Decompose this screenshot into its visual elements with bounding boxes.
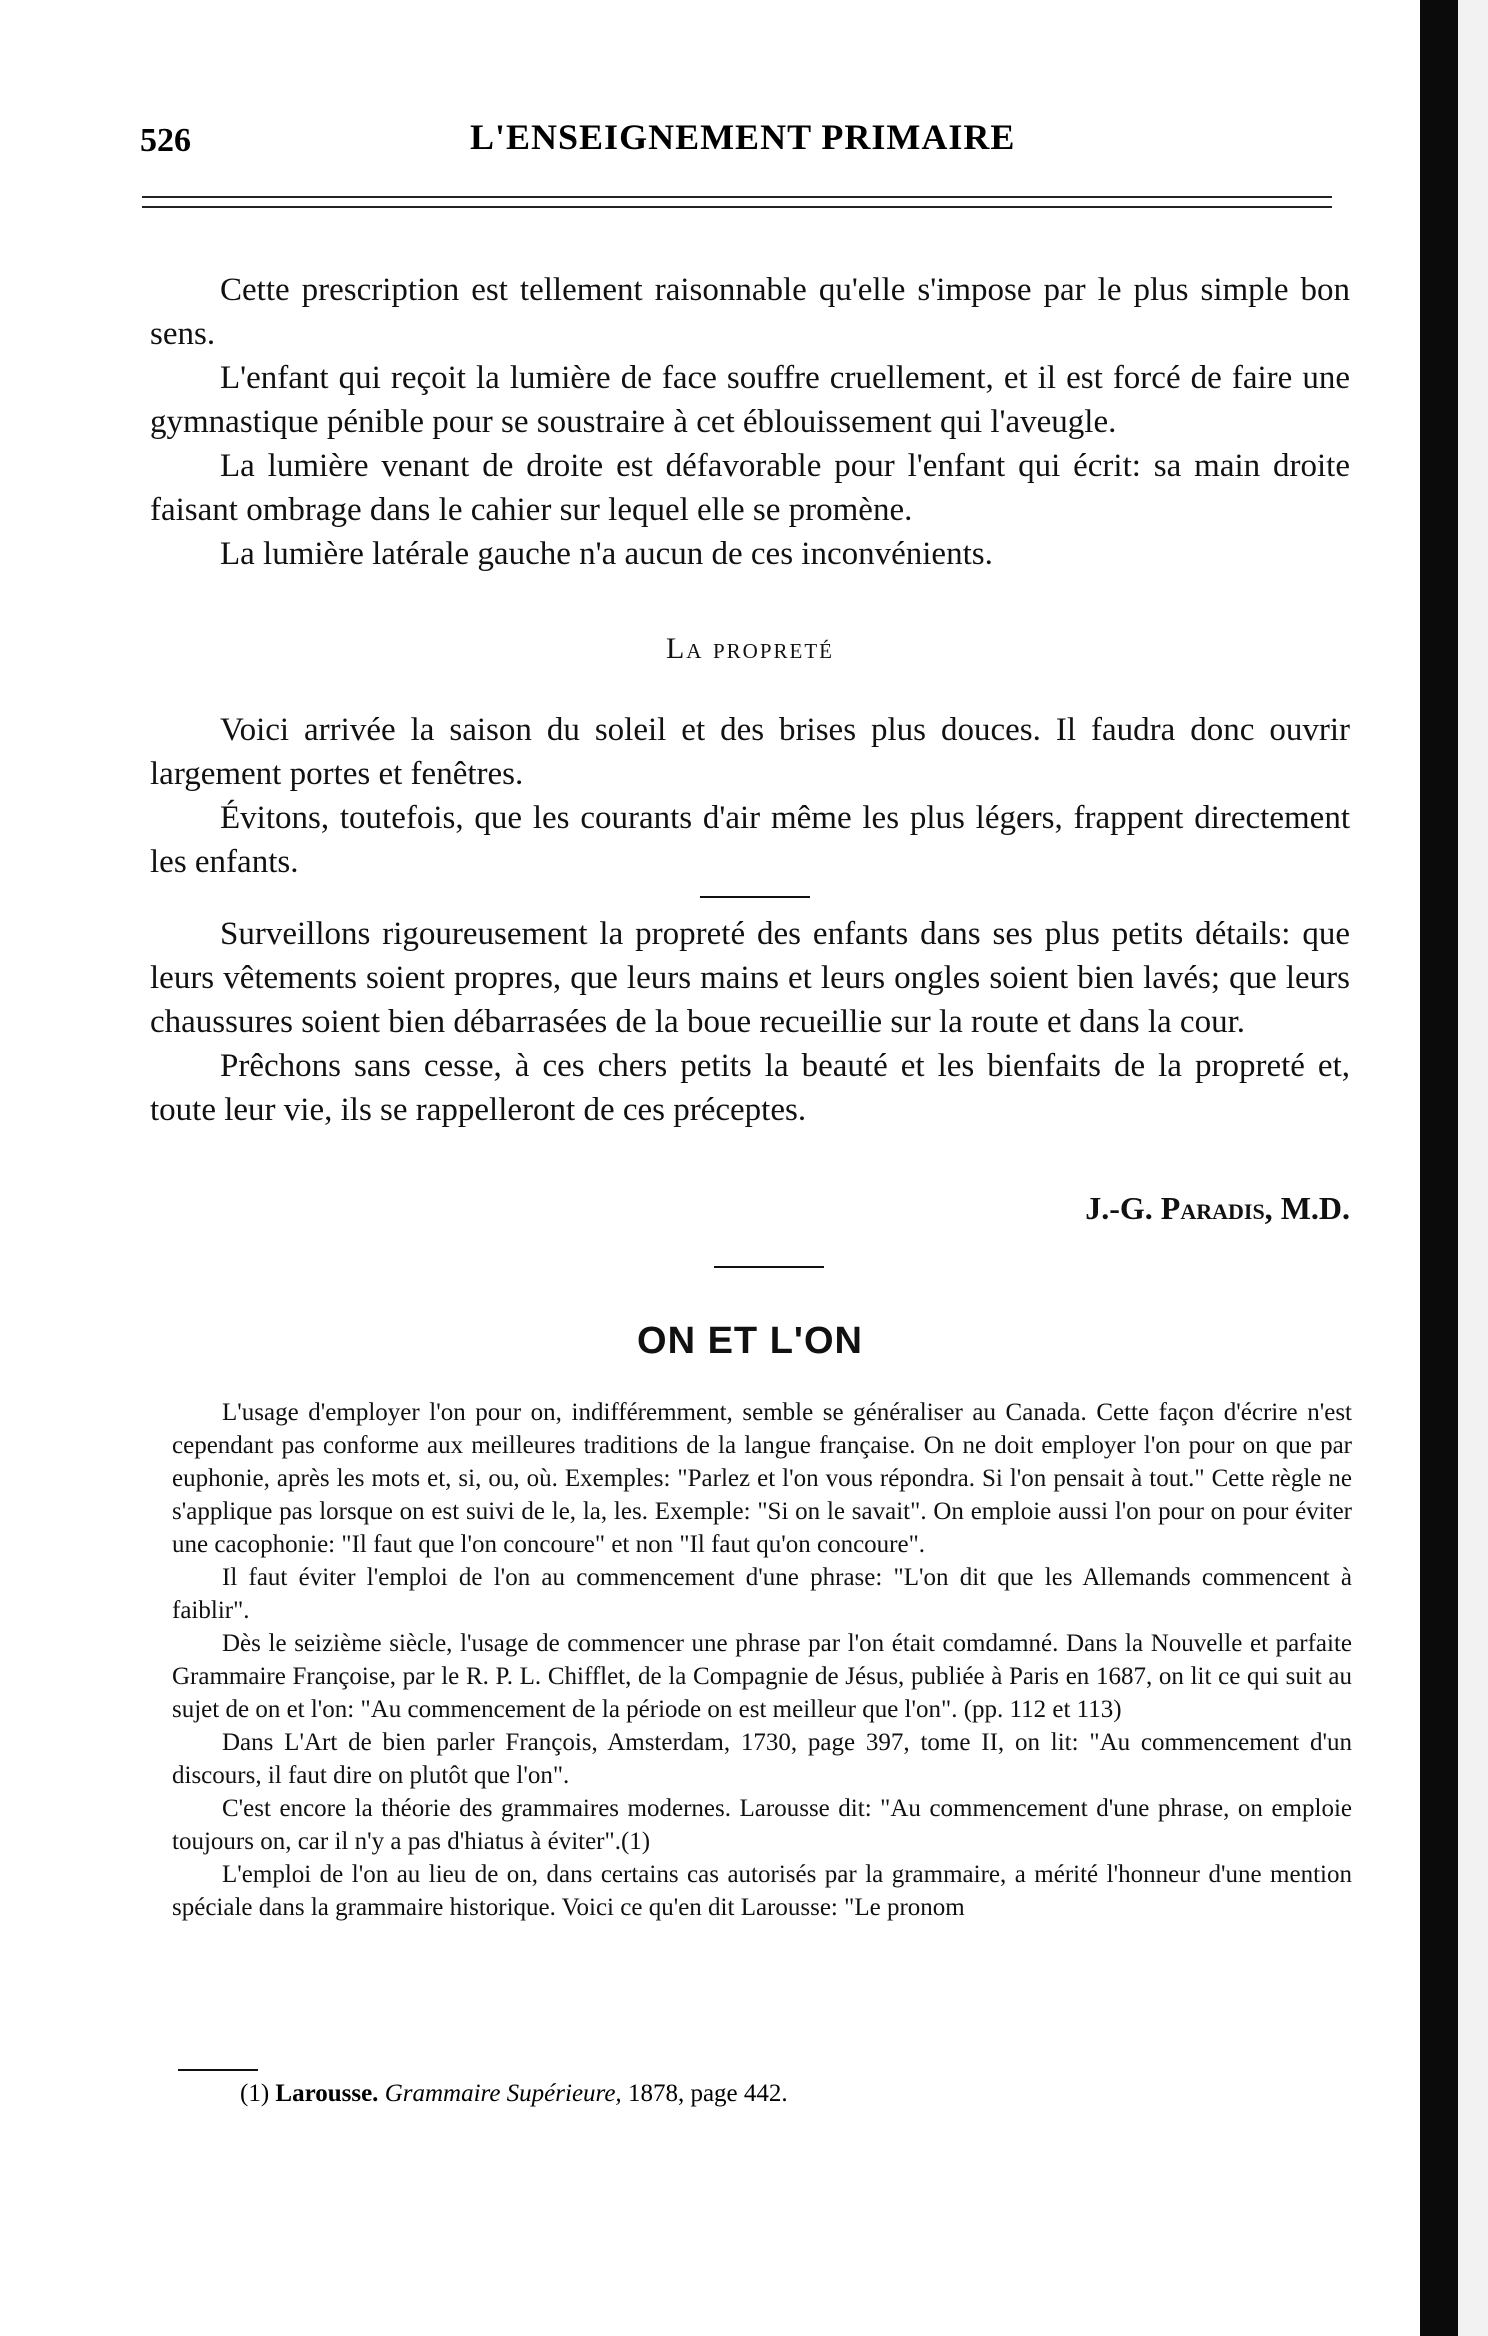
signature-initials: J.-G.: [1085, 1190, 1153, 1226]
section-on-et-lon: [172, 1396, 1352, 1924]
page-number: 526: [140, 122, 191, 159]
footnote-marker: (1): [240, 2080, 270, 2107]
paragraph: Prêchons sans cesse, à ces chers petits la beauté et les bienfaits de la propreté et, toute leur vie, ils se rappelleront de ces préceptes.: [150, 1048, 1350, 1128]
section-title-proprete: La propreté: [665, 632, 834, 665]
section-proprete-b: [150, 912, 1350, 1132]
page-header: [140, 117, 1340, 182]
paragraph: Cette prescription est tellement raisonnable qu'elle s'impose par le plus simple bon sens.: [150, 272, 1350, 352]
separator-rule: [700, 896, 810, 898]
section-proprete-a: [150, 708, 1350, 884]
paragraph: Dans L'Art de bien parler François, Amsterdam, 1730, page 397, tome II, on lit: "Au commencement d'un discours, il faut dire on plutôt que l'on".: [172, 1729, 1352, 1789]
paragraph: Voici arrivée la saison du soleil et des brises plus douces. Il faudra donc ouvrir largement portes et fenêtres.: [150, 712, 1350, 792]
paragraph: Évitons, toutefois, que les courants d'air même les plus légers, frappent directement les enfants.: [150, 800, 1350, 880]
paragraph: L'usage d'employer l'on pour on, indifféremment, semble se généraliser au Canada. Cette façon d'écrire n'est cependant pas conforme aux meilleures traditions de la langue française. On ne doit employer l'on pour on que par euphonie, après les mots et, si, ou, où. Exemples: "Parlez et l'on vous répondra. Si l'on pensait à tout." Cette règle ne s'applique pas lorsque on est suivi de le, la, les. Exemple: "Si on le savait". On emploie aussi l'on pour on pour éviter une cacophonie: "Il faut que l'on concoure" et non "Il faut qu'on concoure".: [172, 1399, 1352, 1558]
paragraph: Dès le seizième siècle, l'usage de commencer une phrase par l'on était comdamné. Dans la Nouvelle et parfaite Grammaire Françoise, par le R. P. L. Chifflet, de la Compagnie de Jésus, publiée à Paris en 1687, on lit ce qui suit au sujet de on et l'on: "Au commencement de la période on est meilleur que l'on". (pp. 112 et 113): [172, 1630, 1352, 1723]
paragraph: L'emploi de l'on au lieu de on, dans certains cas autorisés par la grammaire, a mérité l'honneur d'une mention spéciale dans la grammaire historique. Voici ce qu'en dit Larousse: "Le pronom: [172, 1861, 1352, 1921]
author-signature: [150, 1190, 1350, 1227]
scan-edge: [1420, 0, 1488, 2336]
footnote-rule: [178, 2069, 258, 2071]
running-title: L'ENSEIGNEMENT PRIMAIRE: [470, 117, 1016, 157]
paragraph: La lumière latérale gauche n'a aucun de ces inconvénients.: [220, 536, 993, 572]
paragraph: La lumière venant de droite est défavorable pour l'enfant qui écrit: sa main droite faisant ombrage dans le cahier sur lequel elle se promène.: [150, 448, 1350, 528]
footnote: [240, 2080, 788, 2108]
header-rule: [142, 196, 1332, 208]
footnote-author: Larousse.: [275, 2080, 379, 2107]
signature-name: Paradis,: [1160, 1190, 1273, 1226]
paragraph: Il faut éviter l'emploi de l'on au commencement d'une phrase: "L'on dit que les Allemands commencent à faiblir".: [172, 1564, 1352, 1624]
footnote-work: Grammaire Supérieure,: [384, 2080, 622, 2107]
paragraph: Surveillons rigoureusement la propreté des enfants dans ses plus petits détails: que leurs vêtements soient propres, que leurs mains et leurs ongles soient bien lavés; que leurs chaussures soient bien débarrasées de la boue recueillie sur la route et dans la cour.: [150, 916, 1350, 1040]
separator-rule: [714, 1266, 824, 1268]
section-lighting: [150, 268, 1350, 576]
paragraph: C'est encore la théorie des grammaires modernes. Larousse dit: "Au commencement d'une phrase, on emploie toujours on, car il n'y a pas d'hiatus à éviter".(1): [172, 1795, 1352, 1855]
footnote-details: 1878, page 442.: [627, 2080, 788, 2107]
paragraph: L'enfant qui reçoit la lumière de face souffre cruellement, et il est forcé de faire une gymnastique pénible pour se soustraire à cet éblouissement qui l'aveugle.: [150, 360, 1350, 440]
article-title: ON ET L'ON: [637, 1320, 863, 1362]
signature-title: M.D.: [1280, 1190, 1350, 1226]
